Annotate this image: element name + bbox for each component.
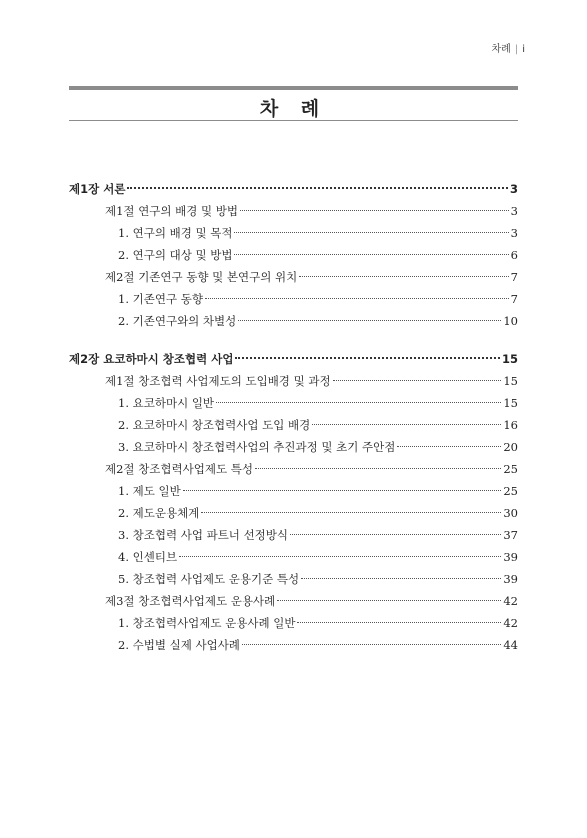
dot-leader — [290, 534, 501, 535]
toc-label: 2. 수법별 실제 사업사례 — [118, 638, 240, 652]
toc-label: 3. 요코하마시 창조협력사업의 추진과정 및 초기 주안점 — [118, 440, 396, 454]
toc-item[interactable] — [69, 392, 518, 414]
dot-leader — [312, 424, 501, 425]
toc-item[interactable] — [69, 480, 518, 502]
toc-item[interactable] — [69, 222, 518, 244]
dot-leader — [234, 254, 508, 255]
toc-section[interactable] — [69, 266, 518, 288]
toc-item[interactable] — [69, 612, 518, 634]
title-bottom-rule — [69, 120, 518, 121]
toc-label: 2. 기존연구와의 차별성 — [118, 314, 237, 328]
toc-label: 1. 요코하마시 일반 — [118, 396, 215, 410]
toc-page-number: 3 — [510, 204, 518, 218]
toc-page-number: 39 — [503, 572, 518, 586]
toc-section[interactable] — [69, 200, 518, 222]
toc-section[interactable] — [69, 370, 518, 392]
dot-leader — [234, 232, 508, 233]
dot-leader — [183, 490, 502, 491]
toc-page-number: 7 — [510, 292, 518, 306]
toc-item[interactable] — [69, 244, 518, 266]
toc-label: 제2장 요코하마시 창조협력 사업 — [69, 352, 234, 366]
header-page-number: i — [522, 44, 525, 55]
dot-leader — [179, 556, 501, 557]
dot-leader — [297, 622, 501, 623]
toc-page-number: 16 — [503, 418, 518, 432]
toc-page-number: 3 — [510, 226, 518, 240]
toc-label: 1. 기존연구 동향 — [118, 292, 203, 306]
toc-label: 제1절 창조협력 사업제도의 도입배경 및 과정 — [105, 374, 331, 388]
toc-page-number: 15 — [503, 374, 518, 388]
toc-label: 제1절 연구의 배경 및 방법 — [105, 204, 239, 218]
dot-leader — [205, 298, 509, 299]
toc-page-number: 15 — [501, 352, 518, 366]
dot-leader — [238, 320, 501, 321]
toc-item[interactable] — [69, 524, 518, 546]
toc-label: 제3절 창조협력사업제도 운용사례 — [105, 594, 276, 608]
dot-leader — [240, 210, 509, 211]
toc-label: 2. 제도운용체계 — [118, 506, 200, 520]
toc-label: 1. 제도 일반 — [118, 484, 181, 498]
toc-item[interactable] — [69, 502, 518, 524]
toc-page-number: 10 — [503, 314, 518, 328]
toc-item[interactable] — [69, 568, 518, 590]
toc-page-number: 7 — [510, 270, 518, 284]
toc-chapter[interactable] — [69, 348, 518, 370]
toc-page-number: 20 — [503, 440, 518, 454]
page-title: 차 례 — [259, 98, 328, 120]
toc-label: 2. 연구의 대상 및 방법 — [118, 248, 233, 262]
toc-page-number: 3 — [509, 182, 518, 196]
toc-page-number: 30 — [503, 506, 518, 520]
toc-item[interactable] — [69, 414, 518, 436]
toc-page-number: 15 — [503, 396, 518, 410]
toc-item[interactable] — [69, 436, 518, 458]
toc-label: 1. 창조협력사업제도 운용사례 일반 — [118, 616, 296, 630]
toc-page-number: 42 — [503, 616, 518, 630]
toc-chapter[interactable] — [69, 178, 518, 200]
header-section: 차례 — [491, 44, 511, 55]
dot-leader — [242, 644, 501, 645]
toc-label: 4. 인센티브 — [118, 550, 178, 564]
dot-leader — [127, 187, 508, 189]
toc-item[interactable] — [69, 288, 518, 310]
toc-label: 제2절 기존연구 동향 및 본연구의 위치 — [105, 270, 298, 284]
toc-label: 5. 창조협력 사업제도 운용기준 특성 — [118, 572, 300, 586]
toc-page-number: 25 — [503, 484, 518, 498]
toc-section[interactable] — [69, 458, 518, 480]
toc-page-number: 42 — [503, 594, 518, 608]
toc-page-number: 39 — [503, 550, 518, 564]
toc-page-number: 37 — [503, 528, 518, 542]
toc-item[interactable] — [69, 634, 518, 656]
toc-label: 제1장 서론 — [69, 182, 126, 196]
running-header — [492, 40, 525, 55]
dot-leader — [201, 512, 501, 513]
table-of-contents — [69, 178, 518, 656]
toc-section[interactable] — [69, 590, 518, 612]
dot-leader — [216, 402, 501, 403]
toc-item[interactable] — [69, 546, 518, 568]
dot-leader — [299, 276, 508, 277]
toc-page-number: 6 — [510, 248, 518, 262]
toc-page-number: 25 — [503, 462, 518, 476]
dot-leader — [301, 578, 501, 579]
toc-page-number: 44 — [503, 638, 518, 652]
toc-label: 3. 창조협력 사업 파트너 선정방식 — [118, 528, 289, 542]
dot-leader — [277, 600, 501, 601]
toc-label: 제2절 창조협력사업제도 특성 — [105, 462, 253, 476]
header-separator: | — [514, 44, 519, 55]
toc-label: 1. 연구의 배경 및 목적 — [118, 226, 233, 240]
dot-leader — [235, 357, 500, 359]
dot-leader — [333, 380, 502, 381]
dot-leader — [255, 468, 501, 469]
toc-label: 2. 요코하마시 창조협력사업 도입 배경 — [118, 418, 311, 432]
chapter-spacer — [69, 332, 518, 348]
title-top-rule — [69, 86, 518, 90]
dot-leader — [397, 446, 501, 447]
toc-item[interactable] — [69, 310, 518, 332]
